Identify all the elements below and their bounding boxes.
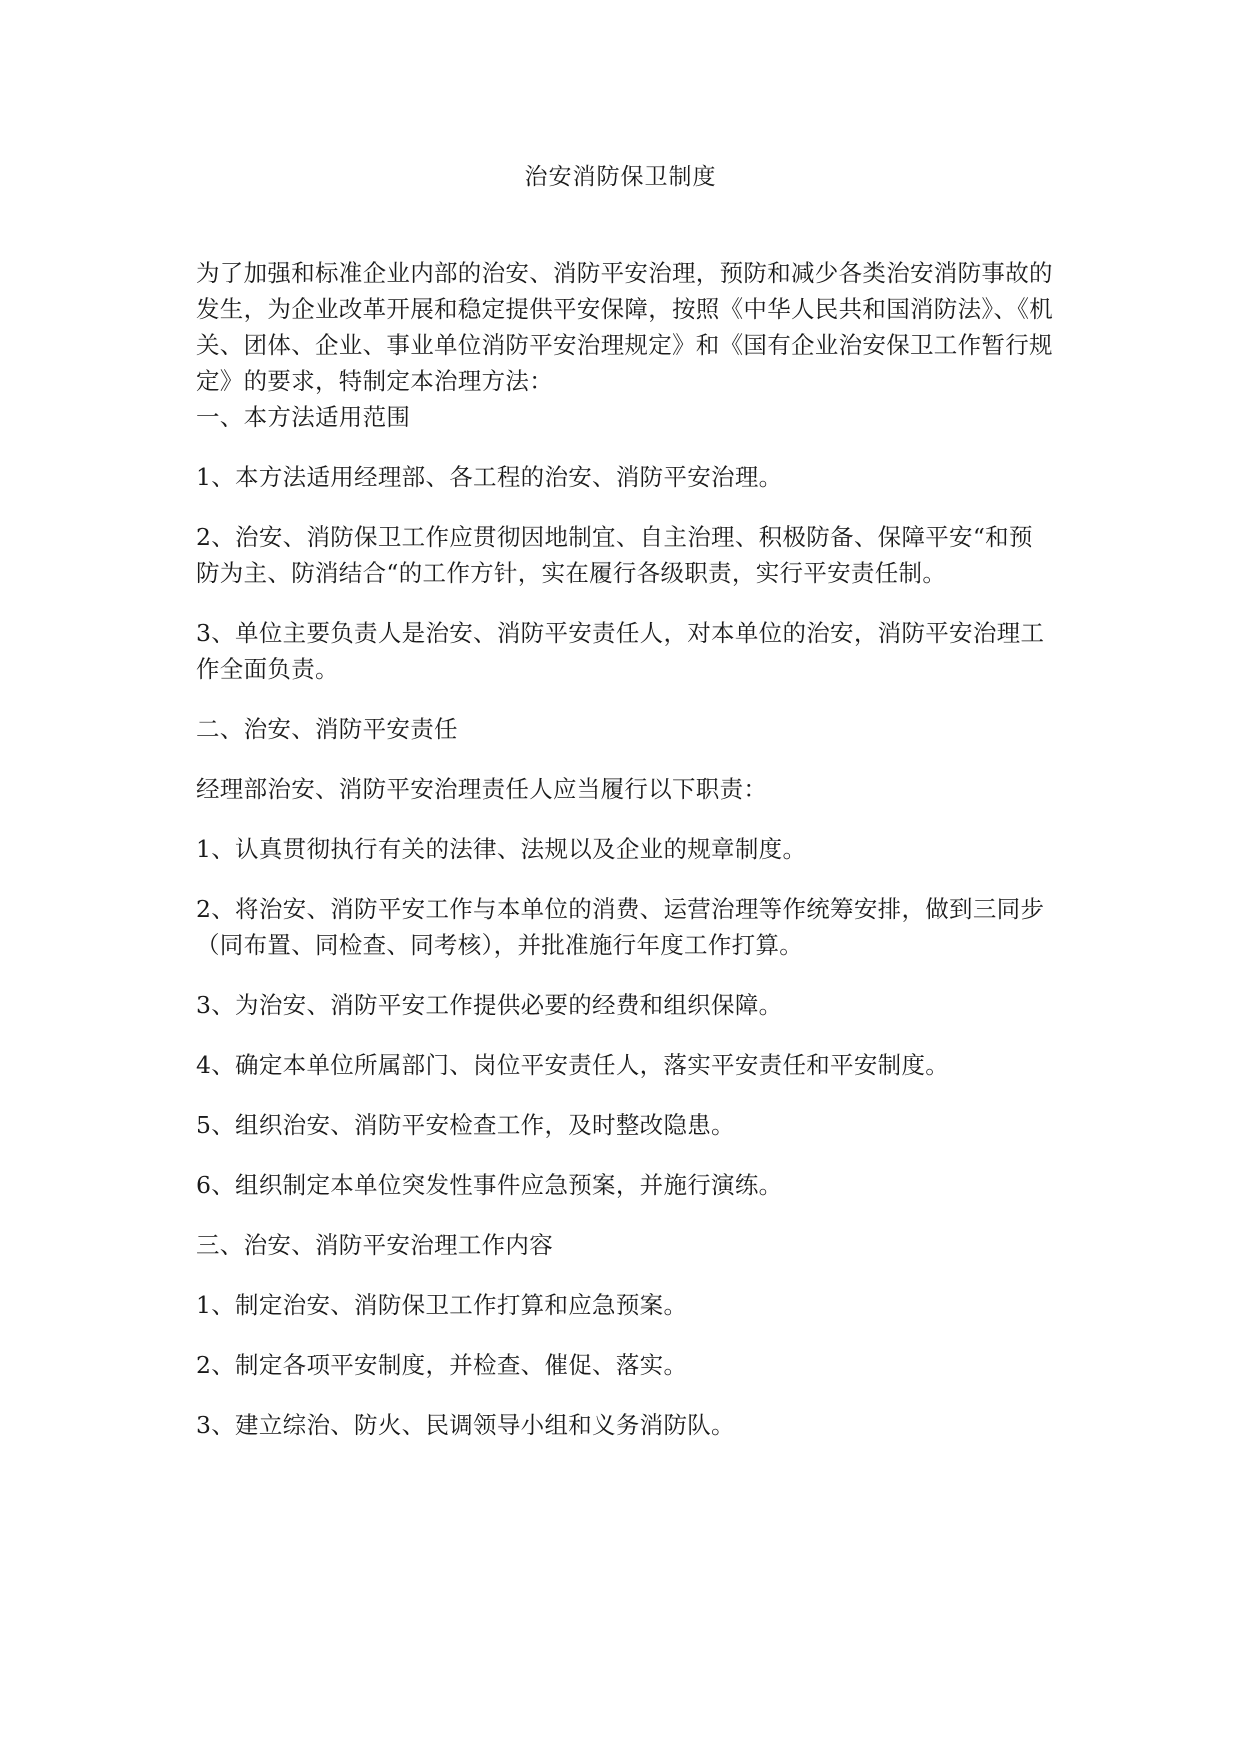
paragraph-2-6: 6、组织制定本单位突发性事件应急预案，并施行演练。 [196, 1171, 783, 1199]
paragraph-1-3: 3、单位主要负责人是治安、消防平安责任人，对本单位的治安，消防平安治理工作全面负责。 [196, 619, 1045, 683]
section-heading-3: 三、治安、消防平安治理工作内容 [196, 1231, 553, 1259]
paragraph-3-1: 1、制定治安、消防保卫工作打算和应急预案。 [196, 1291, 688, 1319]
paragraph-2-4: 4、确定本单位所属部门、岗位平安责任人，落实平安责任和平安制度。 [196, 1051, 950, 1079]
paragraph-2-5: 5、组织治安、消防平安检查工作，及时整改隐患。 [196, 1111, 735, 1139]
intro-paragraph: 为了加强和标准企业内部的治安、消防平安治理，预防和减少各类治安消防事故的发生，为企业改革开展和稳定提供平安保障，按照《中华人民共和国消防法》、《机关、团体、企业、事业单位消防平安治理规定》和《国有企业治安保卫工作暂行规定》的要求，特制定本治理方法： [196, 259, 1054, 395]
paragraph-3-3: 3、建立综治、防火、民调领导小组和义务消防队。 [196, 1411, 735, 1439]
paragraph-3-2: 2、制定各项平安制度，并检查、催促、落实。 [196, 1351, 688, 1379]
section-heading-1: 一、本方法适用范围 [196, 403, 411, 431]
paragraph-1-1: 1、本方法适用经理部、各工程的治安、消防平安治理。 [196, 463, 783, 491]
document-title: 治安消防保卫制度 [524, 164, 717, 190]
paragraph-2-1: 1、认真贯彻执行有关的法律、法规以及企业的规章制度。 [196, 835, 807, 863]
section-heading-2: 二、治安、消防平安责任 [196, 715, 458, 743]
paragraph-2-2: 2、将治安、消防平安工作与本单位的消费、运营治理等作统筹安排，做到三同步（同布置、同检查、同考核），并批准施行年度工作打算。 [196, 895, 1045, 959]
paragraph-2-3: 3、为治安、消防平安工作提供必要的经费和组织保障。 [196, 991, 783, 1019]
paragraph-1-2: 2、治安、消防保卫工作应贯彻因地制宜、自主治理、积极防备、保障平安“和预防为主、防消结合“的工作方针，实在履行各级职责，实行平安责任制。 [196, 523, 1033, 587]
paragraph-2-intro: 经理部治安、消防平安治理责任人应当履行以下职责： [196, 775, 768, 803]
